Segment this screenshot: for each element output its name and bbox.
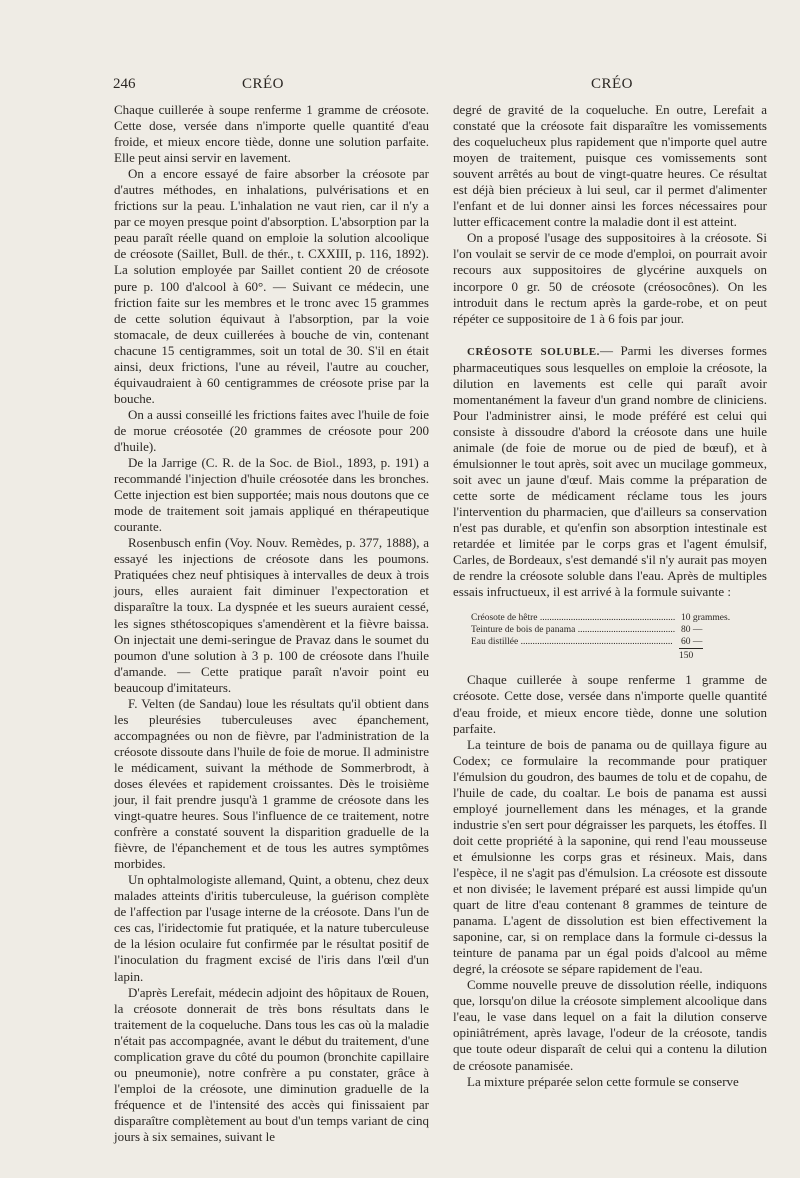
paragraph: On a aussi conseillé les frictions faites avec l'huile de foie de morue créosotée (20 grammes de créosote pour 200 d'huile). xyxy=(114,406,429,454)
section-paragraph xyxy=(453,343,767,601)
paragraph: De la Jarrige (C. R. de la Soc. de Biol., 1893, p. 191) a recommandé l'injection d'huile créosotée dans les bronches. Cette injection est bien supportée; mais nous doutons que ce mode de traitement soit jamais appliqué en thérapeutique courante. xyxy=(114,455,429,535)
paragraph: D'après Lerefait, médecin adjoint des hôpitaux de Rouen, la créosote donnerait de très bons résultats dans le traitement de la coqueluche. Dans tous les cas où la maladie n'était pas accompagnée, avant le début du traitement, d'une complication grave du côté du poumon (bronchite capillaire ou pneumonie), notre confrère a pu constater, grâce à l'emploi de la créosote, une diminution graduelle de la fréquence et de l'intensité des accès qui finissaient par disparaître complètement au bout d'un temps variant de cinq jours à six semaines, suivant le xyxy=(114,984,429,1144)
paragraph: Chaque cuillerée à soupe renferme 1 gramme de créosote. Cette dose, versée dans n'importe quelle quantité d'eau froide, et mieux encore tiède, donne une solution parfaite. Elle peut ainsi servir en lavement. xyxy=(114,102,429,166)
ingredient-quantity: 60 — xyxy=(681,637,703,648)
page-number: 246 xyxy=(113,76,136,92)
formula-table xyxy=(471,612,751,662)
paragraph: F. Velten (de Sandau) loue les résultats qu'il obtient dans les pleurésies tuberculeuses avec épanchement, accompagnées ou non de fièvre, par l'administration de la créosote dissoute dans l'huile de foie de morue. Il administre le médicament, suivant la méthode de Sommerbrodt, à doses élevées et rapidement croissantes. Dès le troisième jour, il fait prendre jusqu'à 1 gramme de créosote dans les vingt-quatre heures. Sous l'influence de ce traitement, notre confrère a constaté souvent la disparition graduelle de la fièvre, de l'épanchement et de tous les autres symptômes morbides. xyxy=(114,695,429,872)
formula-row xyxy=(471,636,751,648)
ingredient-name: Eau distillée ..... xyxy=(471,636,675,648)
ingredient-quantity: 10 grammes. xyxy=(681,613,731,624)
left-running-title: CRÉO xyxy=(242,76,285,92)
paragraph: La mixture préparée selon cette formule se conserve xyxy=(467,1073,739,1089)
formula-row xyxy=(471,612,751,624)
paragraph: On a proposé l'usage des suppositoires à la créosote. Si l'on voulait se servir de ce mode d'emploi, on pourrait avoir recours aux suppositoires de glycérine auxquels on incorpore 0 gr. 50 de créosote (créosocônes). On les introduit dans le rectum après la garde-robe, et on peut répéter ce suppositoire de 1 à 6 fois par jour. xyxy=(453,230,767,326)
paragraph: La teinture de bois de panama ou de quillaya figure au Codex; ce formulaire la recommande pour pratiquer l'émulsion du goudron, des baumes de tolu et de copahu, de l'huile de cade, du coaltar. Le bois de panama est aussi employé journellement dans les ménages, et la grande industrie s'en sert pour dégraisser les parquets, les étoffes. Il doit cette propriété à la saponine, qui rend l'eau mousseuse et émulsionne les corps gras et résineux. Mais, dans l'espèce, il ne s'agit pas d'émulsion. La créosote est dissoute et non divisée; le lavement préparé est aussi limpide qu'un quart de litre d'eau contenant 8 grammes de teinture de panama. L'agent de dissolution est bien effectivement la saponine, car, si on remplace dans la formule ci-dessus la teinture de panama par un égal poids d'alcool au même degré, la créosote se sépare rapidement de l'eau. xyxy=(453,736,767,977)
paragraph: Un ophtalmologiste allemand, Quint, a obtenu, chez deux malades atteints d'iritis tuberculeuse, la guérison complète de l'affection par l'usage interne de la créosote. Dans l'un de ces cas, l'iridectomie fut pratiquée, et la nature tuberculeuse de la lésion oculaire fut confirmée par le résultat positif de l'inoculation du fragment excisé de l'iris dans l'œil d'un lapin. xyxy=(114,872,429,984)
right-column xyxy=(453,102,767,1090)
section-heading: CRÉOSOTE SOLUBLE. xyxy=(467,345,600,358)
running-header xyxy=(0,76,800,96)
paragraph: On a encore essayé de faire absorber la créosote par d'autres méthodes, en inhalations, pulvérisations et en frictions sur la peau. L'inhalation ne vaut rien, car il n'y a par ce moyen presque point d'absorption. L'absorption par la peau paraît réelle quand on emploie la solution alcoolique de créosote (Saillet, Bull. de thér., t. CXXIII, p. 116, 1892). La solution employée par Saillet contient 20 de créosote pure p. 100 d'alcool à 60°. — Suivant ce médecin, une friction faite sur les membres et le tronc avec 15 grammes de cette solution équivaut à l'absorption, par la voie stomacale, de deux cuillerées à bouche de vin, contenant chacune 15 centigrammes, soit un total de 30. S'il en était ainsi, deux frictions, l'une au réveil, l'autre au coucher, équivaudraient à 60 centigrammes de créosote prise par la bouche. xyxy=(114,166,429,406)
paragraph: Rosenbusch enfin (Voy. Nouv. Remèdes, p. 377, 1888), a essayé les injections de créosote dans les poumons. Pratiquées chez neuf phtisiques à intervalles de deux à trois jours, elles auraient fait diminuer l'expectoration et disparaître la toux. La dyspnée et les sueurs auraient cessé, les signes sthétoscopiques s'amendèrent et la fièvre baissa. On injectait une demi-seringue de Pravaz dans le soumet du poumon d'une solution à 3 p. 100 de créosote dans l'huile d'amande. — Cette pratique paraît n'avoir point eu beaucoup d'imitateurs. xyxy=(114,535,429,695)
paragraph: degré de gravité de la coqueluche. En outre, Lerefait a constaté que la créosote fait disparaître les vomissements des coquelucheux plus rapidement que n'importe quel autre moyen de traitement, puisque ces vomissements sont souvent arrêtés au bout de vingt-quatre heures. Ce résultat est déjà bien précieux à lui seul, car il permet d'alimenter l'enfant et de lui donner ainsi les forces nécessaires pour lutter efficacement contre la maladie dont il est atteint. xyxy=(453,102,767,230)
ingredient-name: Teinture de bois de panama ..... xyxy=(471,624,675,636)
paragraph: Chaque cuillerée à soupe renferme 1 gramme de créosote. Cette dose, versée dans n'importe quelle quantité d'eau froide, et mieux encore tiède, donne une solution parfaite. xyxy=(453,672,767,736)
formula-total: 150 xyxy=(679,648,703,662)
ingredient-quantity: 80 — xyxy=(681,625,703,636)
section-text: — Parmi les diverses formes pharmaceutiques sous lesquelles on emploie la créosote, la dilution en lavements est celle qui paraît avoir momentanément la faveur d'un grand nombre de cliniciens. Pour l'administrer ainsi, le mode préféré est celui qui consiste à dissoudre d'abord la créosote dans une huile animale (de foie de morue ou de pied de bœuf), et à émulsionner le tout après, soit avec un mucilage gommeux, soit avec un jaune d'œuf. Mais comme la préparation de cette sorte de médicament réclame tous les jours l'intervention du pharmacien, que d'ailleurs sa conservation n'est pas durable, et qu'enfin son absorption intestinale est retardée et limitée par le corps gras et l'agent émulsif, Carles, de Bordeaux, s'est demandé s'il n'y aurait pas moyen de rendre la créosote soluble dans l'eau. Après de multiples essais infructueux, il est arrivé à la formule suivante : xyxy=(453,342,767,600)
formula-row xyxy=(471,624,751,636)
paragraph: Comme nouvelle preuve de dissolution réelle, indiquons que, lorsqu'on dilue la créosote simplement alcoolique dans l'eau, le vase dans lequel on a fait la dilution conserve opiniâtrément, après lavage, l'odeur de la créosote, tandis que toute odeur disparaît de celui qui a contenu la dilution de créosote panamisée. xyxy=(453,977,767,1073)
right-running-title: CRÉO xyxy=(591,76,634,92)
ingredient-name: Créosote de hêtre ..... xyxy=(471,612,675,624)
left-column xyxy=(114,102,429,1145)
